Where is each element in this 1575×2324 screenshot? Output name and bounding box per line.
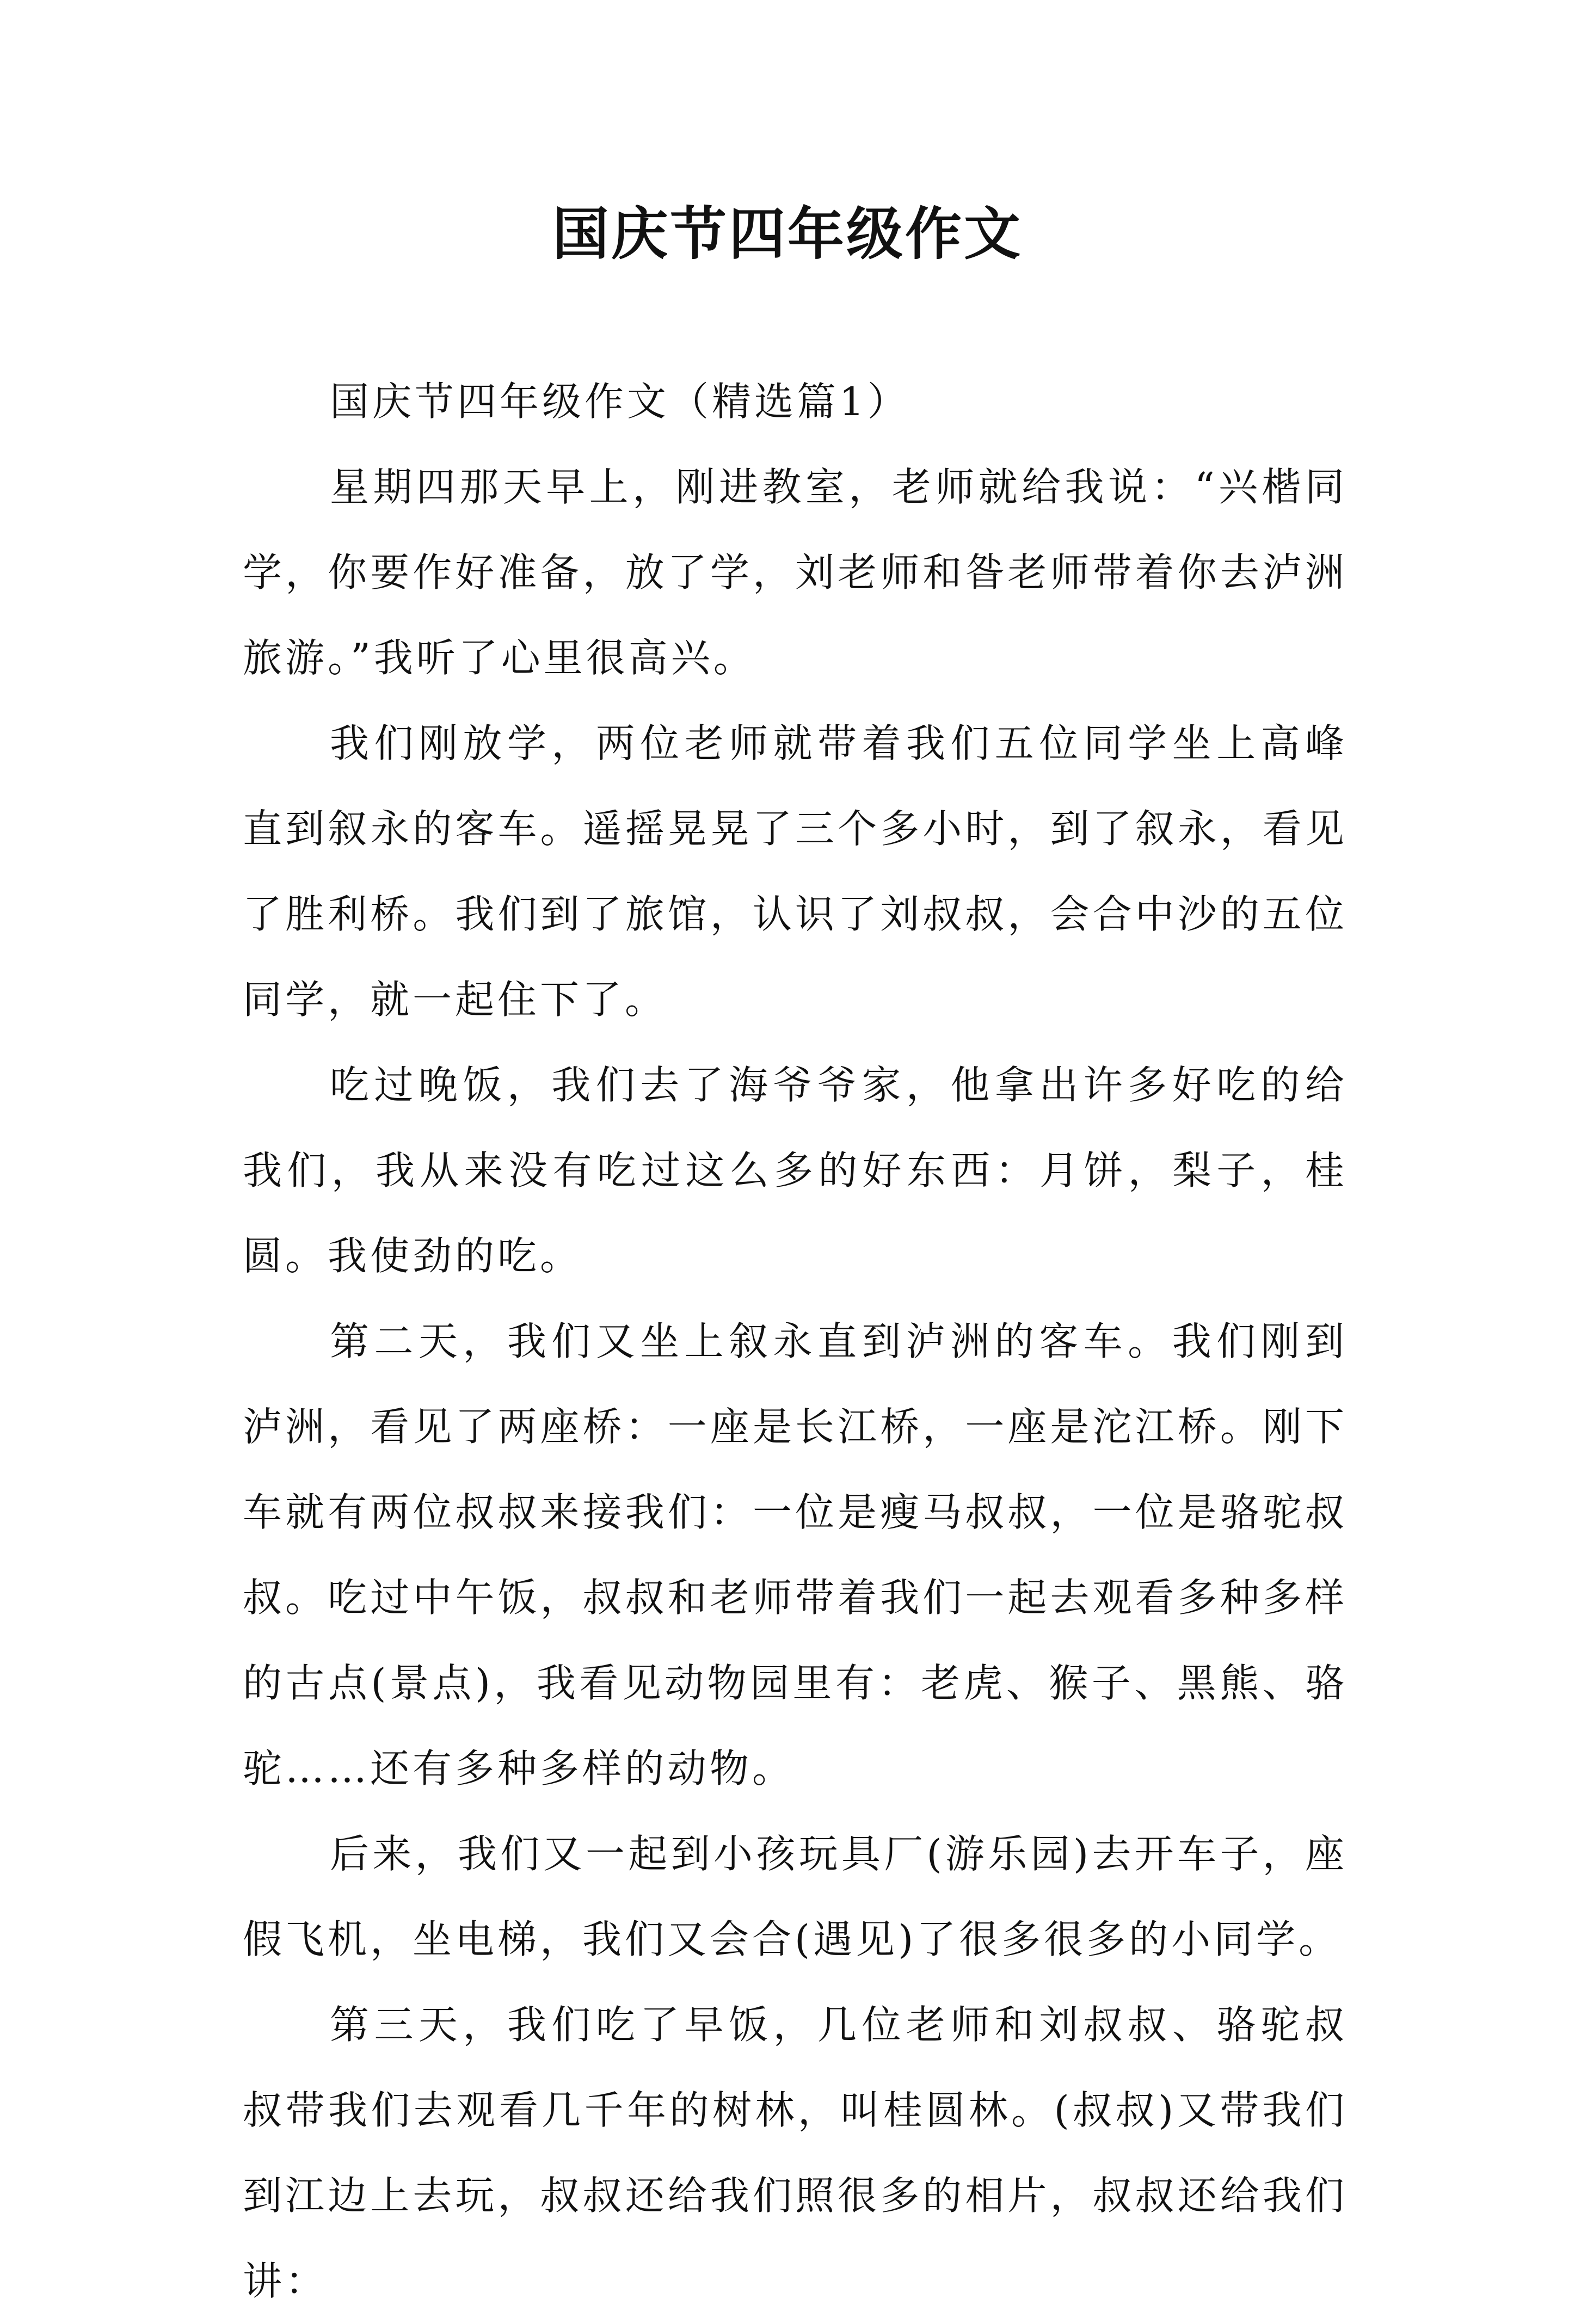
document-body (243, 359, 1348, 2324)
paragraph: 星期四那天早上，刚进教室，老师就给我说：“兴楷同学，你要作好准备，放了学，刘老师和昝老师带着你去泸洲旅游。”我听了心里很高兴。 (243, 464, 1348, 681)
document-title: 国庆节四年级作文 (552, 200, 1023, 267)
paragraph: 吃过晚饭，我们去了海爷爷家，他拿出许多好吃的给我们，我从来没有吃过这么多的好东西：月饼，梨子，桂圆。我使劲的吃。 (243, 1062, 1348, 1279)
paragraph: 我们刚放学，两位老师就带着我们五位同学坐上高峰直到叙永的客车。遥摇晃晃了三个多小时，到了叙永，看见了胜利桥。我们到了旅馆，认识了刘叔叔，会合中沙的五位同学，就一起住下了。 (243, 720, 1348, 1022)
paragraph: 后来，我们又一起到小孩玩具厂(游乐园)去开车子，座假飞机，坐电梯，我们又会合(遇见)了很多很多的小同学。 (243, 1831, 1348, 1962)
section-heading: 国庆节四年级作文（精选篇1） (330, 379, 910, 424)
paragraph: 第三天，我们吃了早饭，几位老师和刘叔叔、骆驼叔叔带我们去观看几千年的树林，叫桂圆林。(叔叔)又带我们到江边上去玩，叔叔还给我们照很多的相片，叔叔还给我们讲： (243, 2002, 1348, 2304)
paragraph: 第二天，我们又坐上叙永直到泸洲的客车。我们刚到泸洲，看见了两座桥：一座是长江桥，一座是沱江桥。刚下车就有两位叔叔来接我们：一位是瘦马叔叔，一位是骆驼叔叔。吃过中午饭，叔叔和老师带着我们一起去观看多种多样的古点(景点)，我看见动物园里有：老虎、猴子、黑熊、骆驼……还有多种多样的动物。 (243, 1318, 1348, 1791)
